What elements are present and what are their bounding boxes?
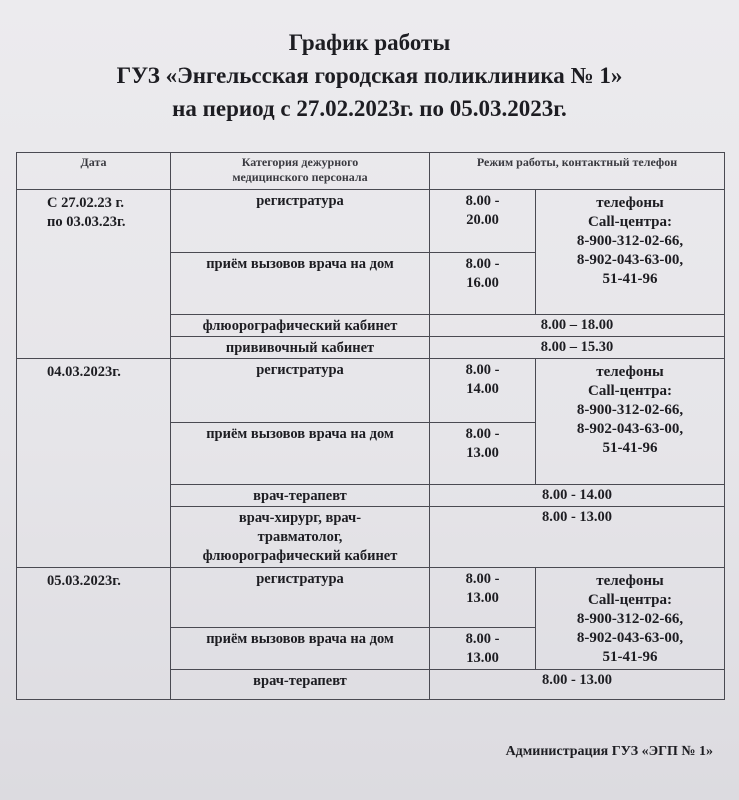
date-cell: 04.03.2023г. (17, 359, 171, 568)
hours-cell: 8.00 – 18.00 (430, 315, 725, 337)
hours-cell: 8.00 - 13.00 (430, 507, 725, 568)
table-row (17, 190, 725, 253)
category-cell: приём вызовов врача на дом (171, 253, 430, 315)
title-line-3: на период с 27.02.2023г. по 05.03.2023г. (172, 96, 567, 121)
header-date: Дата (17, 153, 171, 190)
hours-cell: 8.00 – 15.30 (430, 337, 725, 359)
category-cell: приём вызовов врача на дом (171, 423, 430, 485)
category-cell: врач-терапевт (171, 485, 430, 507)
hours-cell: 8.00 - 14.00 (430, 359, 536, 423)
title-line-2: ГУЗ «Энгельсская городская поликлиника № 1» (116, 63, 623, 88)
category-cell: приём вызовов врача на дом (171, 628, 430, 670)
hours-cell: 8.00 - 13.00 (430, 628, 536, 670)
hours-cell: 8.00 - 13.00 (430, 568, 536, 628)
hours-cell: 8.00 - 20.00 (430, 190, 536, 253)
footer-signature: Администрация ГУЗ «ЭГП № 1» (505, 744, 713, 759)
title-line-1: График работы (288, 30, 451, 55)
date-cell: 05.03.2023г. (17, 568, 171, 700)
header-category: Категория дежурного медицинского персонала (171, 153, 430, 190)
phones-cell: телефоны Call-центра: 8-900-312-02-66, 8-902-043-63-00, 51-41-96 (536, 568, 725, 670)
category-cell: флюорографический кабинет (171, 315, 430, 337)
date-cell: С 27.02.23 г. по 03.03.23г. (17, 190, 171, 359)
category-cell: регистратура (171, 359, 430, 423)
hours-cell: 8.00 - 13.00 (430, 670, 725, 700)
header-mode: Режим работы, контактный телефон (430, 153, 725, 190)
hours-cell: 8.00 - 13.00 (430, 423, 536, 485)
category-cell: регистратура (171, 190, 430, 253)
category-cell: прививочный кабинет (171, 337, 430, 359)
table-row (17, 359, 725, 423)
category-cell: врач-хирург, врач- травматолог, флюорографический кабинет (171, 507, 430, 568)
schedule-table (16, 152, 724, 697)
table-row (17, 568, 725, 628)
hours-cell: 8.00 - 14.00 (430, 485, 725, 507)
category-cell: регистратура (171, 568, 430, 628)
phones-cell: телефоны Call-центра: 8-900-312-02-66, 8-902-043-63-00, 51-41-96 (536, 190, 725, 315)
category-cell: врач-терапевт (171, 670, 430, 700)
table-header-row (17, 153, 725, 190)
page-title (0, 26, 739, 125)
hours-cell: 8.00 - 16.00 (430, 253, 536, 315)
phones-cell: телефоны Call-центра: 8-900-312-02-66, 8-902-043-63-00, 51-41-96 (536, 359, 725, 485)
